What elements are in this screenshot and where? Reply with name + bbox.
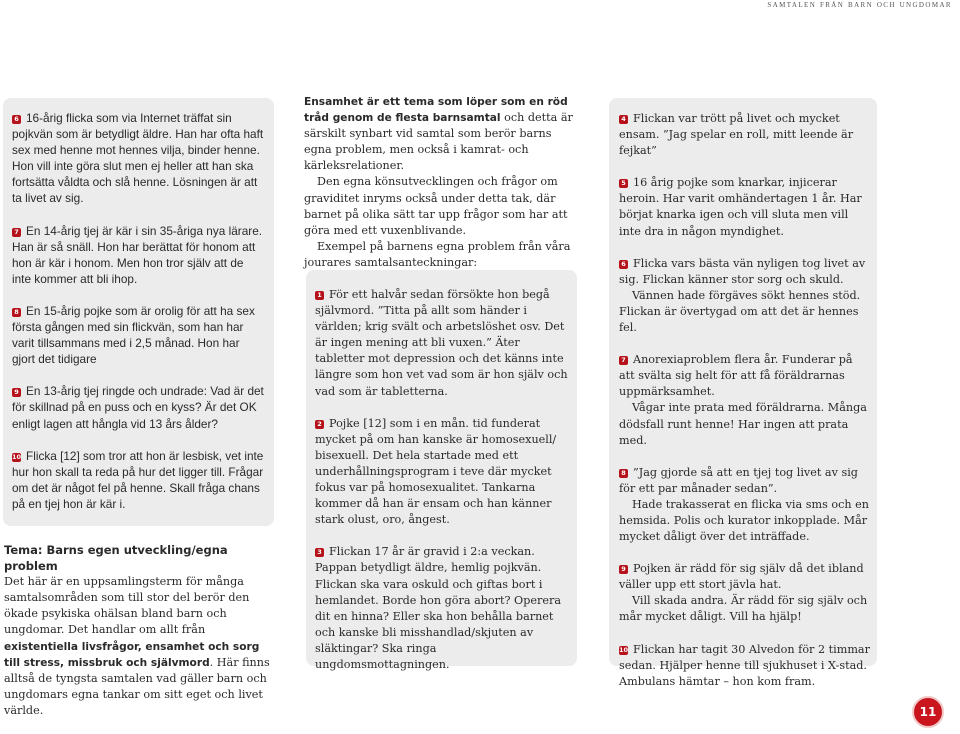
page-number-badge: 11: [912, 696, 944, 728]
case-number-badge: 6: [12, 115, 21, 124]
case-text: Flickan var trött på livet och mycket ensam. ”Jag spelar en roll, mitt leende är fejkat”: [619, 112, 854, 158]
case-item: [619, 175, 871, 239]
middle-case-list: [315, 287, 569, 689]
case-number-badge: 8: [619, 469, 628, 478]
case-text: ”Jag gjorde så att en tjej tog livet av sig för ett par månader sedan”.: [619, 465, 858, 495]
case-text: En 14-årig tjej är kär i sin 35-åriga nya lärare. Han är så snäll. Hon har berättat för honom att hon är kär i honom. Men hon tror själv att de inte kommer att bli ihop.: [12, 223, 263, 286]
case-number-badge: 5: [619, 179, 628, 188]
intro-paragraph: Ensamhet är ett tema som löper som en röd tråd genom de flesta barnsamtal och detta är särskilt synbart vid samtal som berör barns egna problem, men också i kamrat- och kärleksrelationer.: [304, 96, 573, 173]
case-item: [12, 223, 264, 287]
case-text: 16-årig flicka som via Internet träffat sin pojkvän som är betydligt äldre. Han har ofta haft sex med henne mot hennes vilja, binder henne. Hon vill inte göra slut men ej heller att han ska fortsätta våldta och slå henne. Lösningen är att ta livet av sig.: [12, 111, 264, 206]
case-item: [619, 465, 871, 545]
case-text: Anorexiaproblem flera år. Funderar på att svälta sig helt för att få föräldrarnas uppmärksamhet.: [619, 353, 853, 399]
case-text-continued: Hade trakasserat en flicka via sms och en hemsida. Polis och kurator inkopplade. Mår mycket dåligt över det inträffade.: [619, 497, 869, 544]
case-item: [12, 448, 264, 512]
case-text: En 15-årig pojke som är orolig för att ha sex första gången med sin flickvän, som han har varit tillsammans med i 2,5 månad. Hon har gjort det tidigare: [12, 303, 255, 367]
running-head: samtalen från barn och ungdomar: [767, 0, 952, 10]
case-number-badge: 9: [619, 565, 628, 574]
case-item: [315, 416, 569, 529]
case-item: [619, 256, 871, 336]
tema-section: [4, 542, 276, 719]
case-item: [619, 352, 871, 449]
case-number-badge: 4: [619, 115, 628, 124]
case-text: En 13-årig tjej ringde och undrade: Vad är det för skillnad på en puss och en kyss? Är det OK enligt lagen att hångla vid 13 års ålder?: [12, 384, 264, 431]
case-item: [12, 110, 264, 207]
intro-paragraph: Exempel på barnens egna problem från våra jourares samtalsanteckningar:: [304, 239, 571, 269]
case-number-badge: 9: [12, 388, 21, 397]
case-text: Flickan 17 år är gravid i 2:a veckan. Pappan betydligt äldre, hemlig pojkvän. Flickan ska vara oskuld och giftas bort i hemlandet. Borde hon göra abort? Operera dit en hinna? Eller ska hon behålla barnet och kanske bli misshandlad/skjuten av släktingar? Ska ringa ungdomsmottagningen.: [315, 545, 561, 671]
left-case-list: [12, 110, 264, 528]
case-item: [619, 561, 871, 625]
intro-paragraph: Den egna könsutvecklingen och frågor om graviditet inryms också under detta tak, där barnet på olika sätt tar upp frågor som har att göra med ett vuxenblivande.: [304, 175, 568, 237]
case-number-badge: 2: [315, 420, 324, 429]
right-case-list: [619, 111, 871, 706]
case-number-badge: 7: [12, 228, 21, 237]
case-text: Pojken är rädd för sig själv då det ibland väller upp ett stort jävla hat.: [619, 562, 864, 592]
case-text: 16 årig pojke som knarkar, injicerar heroin. Har varit omhändertagen 1 år. Har börjat knarka igen och vill sluta men vill inte dra in någon myndighet.: [619, 176, 862, 238]
case-number-badge: 6: [619, 260, 628, 269]
case-number-badge: 8: [12, 308, 21, 317]
case-text-continued: Vill skada andra. Är rädd för sig själv och mår mycket dåligt. Vill ha hjälp!: [619, 594, 868, 624]
case-item: [315, 287, 569, 400]
case-number-badge: 7: [619, 356, 628, 365]
intro-bold-text: Ensamhet är ett tema som löper som en röd tråd genom de flesta barnsamtal: [304, 96, 568, 125]
case-item: [619, 111, 871, 159]
case-text-continued: Vågar inte prata med föräldrarna. Många dödsfall runt henne! Har ingen att prata med.: [619, 401, 867, 447]
case-text: Pojke [12] som i en mån. tid funderat mycket på om han kanske är homosexuell/ bisexuell. Det hela startade med ett underhållningsprogram i teve där mycket fokus var på homosexualitet. Tankarna kommer då han är ensam och han känner stark olust, oro, ångest.: [315, 416, 557, 527]
case-item: [315, 544, 569, 673]
middle-intro: [304, 94, 576, 271]
tema-bold-text: existentiella livsfrågor, ensamhet och sorg till stress, missbruk och självmord: [4, 640, 260, 669]
case-number-badge: 10: [12, 452, 22, 461]
case-text-continued: Vännen hade förgäves sökt hennes stöd. Flickan är övertygad om att det är hennes fel.: [619, 288, 861, 335]
case-text: Flicka vars bästa vän nyligen tog livet av sig. Flickan känner stor sorg och skuld.: [619, 256, 866, 286]
case-number-badge: 3: [315, 548, 324, 557]
case-number-badge: 1: [315, 291, 324, 300]
case-text: Flickan har tagit 30 Alvedon för 2 timmar sedan. Hjälper henne till sjukhuset i X-stad. Ambulans hämtar – hon kom fram.: [619, 642, 870, 688]
case-number-badge: 10: [619, 645, 629, 654]
tema-heading: Tema: Barns egen utveckling/egna problem: [4, 543, 228, 574]
case-text: För ett halvår sedan försökte hon begå självmord. ”Titta på allt som händer i världen; krig svält och arbetslöshet osv. Det är ingen mening att bli vuxen.” Äter tabletter mot depression och det känns inte längre som hon vet vad som är hon själv och vad som är tabletterna.: [315, 288, 568, 398]
case-item: [12, 303, 264, 367]
case-item: [619, 642, 871, 690]
case-text: Flicka [12] som tror att hon är lesbisk, vet inte hur hon skall ta reda på hur det ligger till. Frågar om det är något fel på henne. Skall fråga chans på en tjej hon är kär i.: [12, 448, 264, 511]
case-item: [12, 383, 264, 431]
tema-body: Det här är en uppsamlingsterm för många samtalsområden som till stor del berör den ökade psykiska ohälsan bland barn och ungdomar. Det handlar om allt från existentiella livsfrågor, ensamhet och sorg till stress, missbruk och självmord. Här finns alltså de tyngsta samtalen vad gäller barn och ungdomars egna tankar om sitt eget och livet världe.: [4, 575, 270, 717]
